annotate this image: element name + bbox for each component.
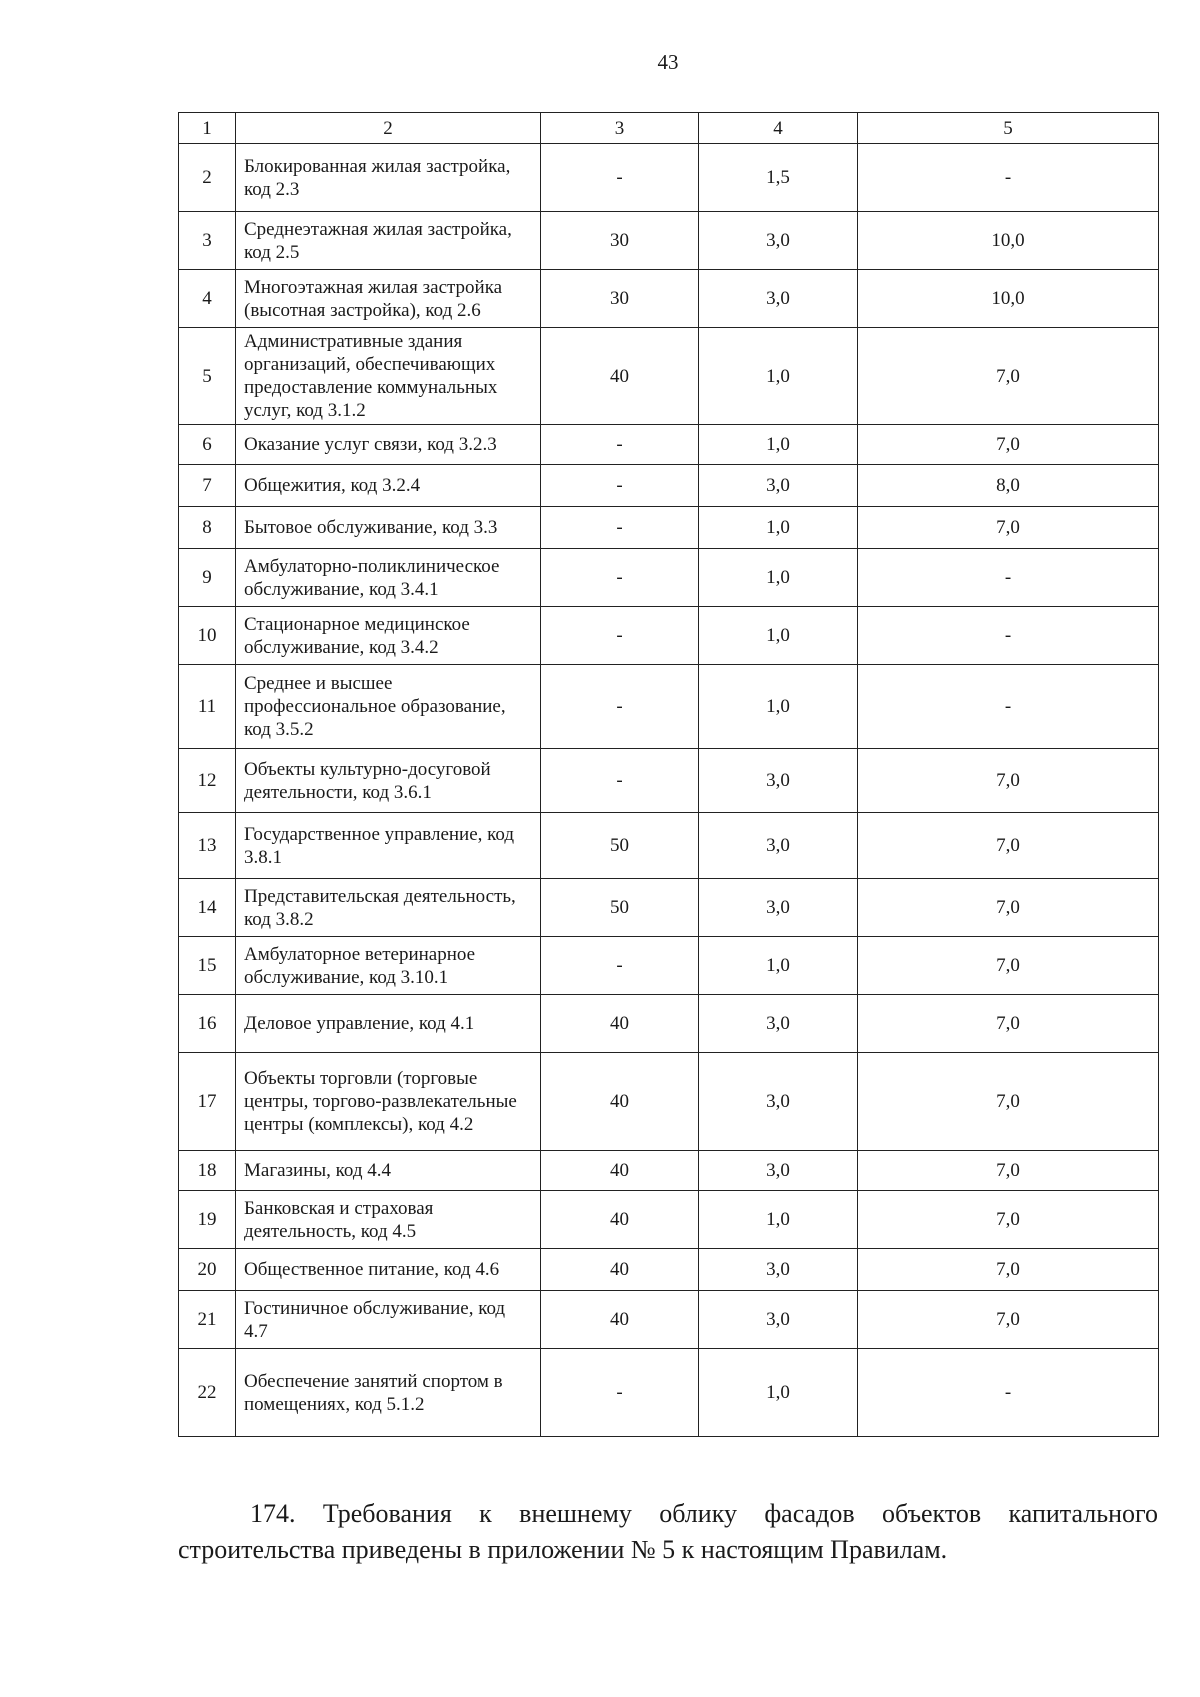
- row-number-cell: 6: [179, 425, 236, 465]
- row-col5-cell: 10,0: [858, 212, 1159, 270]
- row-col5-cell: 7,0: [858, 1291, 1159, 1349]
- header-cell-4: 4: [699, 113, 858, 144]
- requirements-table: [178, 112, 1159, 1437]
- row-col4-cell: 1,5: [699, 144, 858, 212]
- table-row: [179, 328, 1159, 425]
- row-col3-cell: -: [541, 937, 699, 995]
- row-col5-cell: 7,0: [858, 995, 1159, 1053]
- table-row: [179, 1349, 1159, 1437]
- row-col4-cell: 3,0: [699, 749, 858, 813]
- header-cell-3: 3: [541, 113, 699, 144]
- table-row: [179, 549, 1159, 607]
- row-col5-cell: -: [858, 549, 1159, 607]
- row-col4-cell: 1,0: [699, 328, 858, 425]
- row-number-cell: 2: [179, 144, 236, 212]
- table-row: [179, 507, 1159, 549]
- row-col3-cell: -: [541, 465, 699, 507]
- table-row: [179, 1053, 1159, 1151]
- row-col4-cell: 3,0: [699, 212, 858, 270]
- row-col4-cell: 3,0: [699, 813, 858, 879]
- row-name-cell: Многоэтажная жилая застройка (высотная застройка), код 2.6: [236, 270, 541, 328]
- row-name-cell: Административные здания организаций, обеспечивающих предоставление коммунальных услуг, код 3.1.2: [236, 328, 541, 425]
- row-col5-cell: -: [858, 665, 1159, 749]
- row-col3-cell: 40: [541, 1053, 699, 1151]
- row-name-cell: Банковская и страховая деятельность, код 4.5: [236, 1191, 541, 1249]
- row-col3-cell: 50: [541, 813, 699, 879]
- table-row: [179, 1191, 1159, 1249]
- row-number-cell: 9: [179, 549, 236, 607]
- row-col4-cell: 3,0: [699, 995, 858, 1053]
- row-col3-cell: 30: [541, 270, 699, 328]
- row-col3-cell: 50: [541, 879, 699, 937]
- table-row: [179, 607, 1159, 665]
- row-name-cell: Обеспечение занятий спортом в помещениях, код 5.1.2: [236, 1349, 541, 1437]
- table-header-row: [179, 113, 1159, 144]
- table-row: [179, 879, 1159, 937]
- row-col5-cell: 7,0: [858, 1151, 1159, 1191]
- row-col5-cell: 7,0: [858, 879, 1159, 937]
- table-row: [179, 465, 1159, 507]
- row-col5-cell: -: [858, 144, 1159, 212]
- table-row: [179, 937, 1159, 995]
- row-name-cell: Бытовое обслуживание, код 3.3: [236, 507, 541, 549]
- page-number: 43: [657, 50, 679, 74]
- row-name-cell: Гостиничное обслуживание, код 4.7: [236, 1291, 541, 1349]
- row-name-cell: Общественное питание, код 4.6: [236, 1249, 541, 1291]
- row-name-cell: Амбулаторное ветеринарное обслуживание, код 3.10.1: [236, 937, 541, 995]
- row-col4-cell: 1,0: [699, 549, 858, 607]
- row-col5-cell: -: [858, 607, 1159, 665]
- row-name-cell: Объекты культурно-досуговой деятельности, код 3.6.1: [236, 749, 541, 813]
- table-row: [179, 1151, 1159, 1191]
- row-col5-cell: -: [858, 1349, 1159, 1437]
- row-number-cell: 12: [179, 749, 236, 813]
- row-col3-cell: -: [541, 425, 699, 465]
- row-number-cell: 14: [179, 879, 236, 937]
- header-cell-2: 2: [236, 113, 541, 144]
- table-row: [179, 425, 1159, 465]
- row-col3-cell: 30: [541, 212, 699, 270]
- row-number-cell: 16: [179, 995, 236, 1053]
- row-col3-cell: -: [541, 1349, 699, 1437]
- table-row: [179, 270, 1159, 328]
- row-name-cell: Стационарное медицинское обслуживание, код 3.4.2: [236, 607, 541, 665]
- row-number-cell: 15: [179, 937, 236, 995]
- row-name-cell: Оказание услуг связи, код 3.2.3: [236, 425, 541, 465]
- row-col4-cell: 3,0: [699, 270, 858, 328]
- row-col4-cell: 3,0: [699, 879, 858, 937]
- row-col4-cell: 1,0: [699, 607, 858, 665]
- row-col4-cell: 1,0: [699, 425, 858, 465]
- row-col3-cell: -: [541, 749, 699, 813]
- row-col4-cell: 3,0: [699, 1249, 858, 1291]
- row-col5-cell: 7,0: [858, 425, 1159, 465]
- row-name-cell: Магазины, код 4.4: [236, 1151, 541, 1191]
- row-name-cell: Деловое управление, код 4.1: [236, 995, 541, 1053]
- row-name-cell: Блокированная жилая застройка, код 2.3: [236, 144, 541, 212]
- row-col4-cell: 1,0: [699, 1349, 858, 1437]
- row-col4-cell: 1,0: [699, 1191, 858, 1249]
- table-row: [179, 665, 1159, 749]
- row-col4-cell: 3,0: [699, 1291, 858, 1349]
- row-col3-cell: -: [541, 507, 699, 549]
- row-name-cell: Объекты торговли (торговые центры, торгово-развлекательные центры (комплексы), код 4.2: [236, 1053, 541, 1151]
- row-col5-cell: 8,0: [858, 465, 1159, 507]
- row-col4-cell: 3,0: [699, 465, 858, 507]
- row-number-cell: 11: [179, 665, 236, 749]
- row-col4-cell: 3,0: [699, 1151, 858, 1191]
- header-cell-1: 1: [179, 113, 236, 144]
- row-name-cell: Среднеэтажная жилая застройка, код 2.5: [236, 212, 541, 270]
- row-col4-cell: 1,0: [699, 507, 858, 549]
- row-number-cell: 5: [179, 328, 236, 425]
- row-name-cell: Представительская деятельность, код 3.8.2: [236, 879, 541, 937]
- row-number-cell: 7: [179, 465, 236, 507]
- row-col4-cell: 3,0: [699, 1053, 858, 1151]
- row-col3-cell: 40: [541, 328, 699, 425]
- row-col5-cell: 7,0: [858, 813, 1159, 879]
- table-row: [179, 1249, 1159, 1291]
- table-row: [179, 212, 1159, 270]
- row-col5-cell: 7,0: [858, 1191, 1159, 1249]
- row-col4-cell: 1,0: [699, 937, 858, 995]
- row-col3-cell: -: [541, 549, 699, 607]
- row-col3-cell: 40: [541, 1151, 699, 1191]
- row-number-cell: 13: [179, 813, 236, 879]
- row-number-cell: 18: [179, 1151, 236, 1191]
- row-name-cell: Общежития, код 3.2.4: [236, 465, 541, 507]
- row-col5-cell: 7,0: [858, 1053, 1159, 1151]
- row-col4-cell: 1,0: [699, 665, 858, 749]
- row-name-cell: Амбулаторно-поликлиническое обслуживание, код 3.4.1: [236, 549, 541, 607]
- row-name-cell: Государственное управление, код 3.8.1: [236, 813, 541, 879]
- row-col5-cell: 7,0: [858, 507, 1159, 549]
- table-row: [179, 1291, 1159, 1349]
- row-number-cell: 4: [179, 270, 236, 328]
- row-col5-cell: 7,0: [858, 328, 1159, 425]
- paragraph-174: 174. Требования к внешнему облику фасадов объектов капитального строительства приведены в приложении № 5 к настоящим Правилам.: [178, 1499, 1158, 1564]
- row-col3-cell: 40: [541, 1249, 699, 1291]
- table-row: [179, 813, 1159, 879]
- row-col5-cell: 10,0: [858, 270, 1159, 328]
- table-row: [179, 749, 1159, 813]
- row-number-cell: 8: [179, 507, 236, 549]
- row-number-cell: 3: [179, 212, 236, 270]
- row-number-cell: 21: [179, 1291, 236, 1349]
- row-number-cell: 19: [179, 1191, 236, 1249]
- row-col3-cell: -: [541, 607, 699, 665]
- row-col5-cell: 7,0: [858, 1249, 1159, 1291]
- row-col3-cell: 40: [541, 1191, 699, 1249]
- table-row: [179, 144, 1159, 212]
- row-col3-cell: -: [541, 665, 699, 749]
- header-cell-5: 5: [858, 113, 1159, 144]
- row-number-cell: 17: [179, 1053, 236, 1151]
- row-name-cell: Среднее и высшее профессиональное образование, код 3.5.2: [236, 665, 541, 749]
- row-col5-cell: 7,0: [858, 937, 1159, 995]
- row-number-cell: 22: [179, 1349, 236, 1437]
- row-col5-cell: 7,0: [858, 749, 1159, 813]
- table-row: [179, 995, 1159, 1053]
- row-col3-cell: -: [541, 144, 699, 212]
- row-col3-cell: 40: [541, 995, 699, 1053]
- row-col3-cell: 40: [541, 1291, 699, 1349]
- row-number-cell: 10: [179, 607, 236, 665]
- row-number-cell: 20: [179, 1249, 236, 1291]
